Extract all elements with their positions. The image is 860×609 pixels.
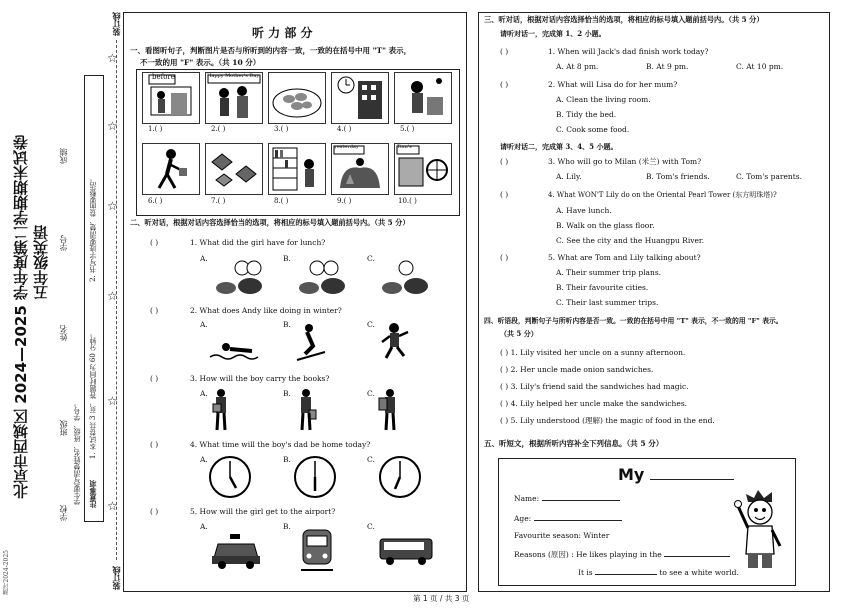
q4-item[interactable]: ( ) 2. Her uncle made onion sandwiches.: [500, 365, 654, 374]
answer-bracket[interactable]: 3.( ): [274, 125, 289, 133]
q3-bracket[interactable]: ( ): [500, 190, 509, 199]
lunch-option-a: [212, 258, 268, 300]
option-label: C.: [367, 254, 375, 263]
q3-option: B. Tidy the bed.: [556, 110, 617, 119]
binding-star-icon: ☆: [107, 289, 118, 303]
number-label: 学号: [59, 235, 68, 251]
age-blank[interactable]: [534, 512, 622, 521]
answer-bracket[interactable]: 7.( ): [211, 197, 226, 205]
train-option: [297, 528, 337, 572]
q3-option: A. Have lunch.: [556, 206, 612, 215]
q2-question: 4. What time will the boy's dad be home today?: [190, 440, 371, 449]
name-label: 姓名: [59, 325, 68, 341]
picture-label: Happy Mother's Day: [207, 73, 260, 79]
q4-instruction-2: （共 5 分）: [500, 329, 538, 338]
option-label: A.: [200, 455, 208, 464]
q4-item[interactable]: ( ) 1. Lily visited her uncle on a sunny afternoon.: [500, 348, 686, 357]
name-blank[interactable]: [542, 492, 620, 501]
card-title-blank[interactable]: [650, 467, 734, 480]
itis-blank[interactable]: [595, 566, 657, 575]
binding-top-label: 装订线: [111, 12, 121, 36]
swimming-option: [208, 335, 264, 365]
answer-bracket[interactable]: 10.( ): [398, 197, 417, 205]
q5-instruction: 五、听短文，根据所听内容补全下列信息。（共 5 分）: [484, 439, 664, 448]
card-reasons-label: Reasons (原因) : He likes playing in the: [514, 550, 662, 559]
card-itis-label: It is: [578, 568, 593, 577]
dialog2-instruction: 请听对话二，完成第 3、4、5 小题。: [500, 142, 618, 151]
q3-question: 1. When will Jack's dad finish work today?: [548, 47, 709, 56]
clock-option-b: [293, 455, 337, 499]
option-label: C.: [367, 522, 375, 531]
lunch-option-c: [378, 258, 434, 300]
q3-option: C. See the city and the Huangpu River.: [556, 236, 705, 245]
q3-bracket[interactable]: ( ): [500, 157, 509, 166]
picture-8: [268, 143, 326, 195]
clock-option-a: [208, 455, 252, 499]
q3-bracket[interactable]: ( ): [500, 253, 509, 262]
q4-instruction: 四、听语段，判断句子与所听内容是否一致。一致的在括号中用 "T" 表示，不一致的用 "F" 表示。: [484, 317, 783, 325]
notice-item: 1. 本试卷共 3 页，答题时间为 60 分钟。: [89, 330, 97, 460]
bus-option: [378, 535, 434, 567]
notice-header: 注意事项: [88, 480, 97, 508]
picture-label: yesterday: [334, 144, 359, 150]
card-name-label: Name:: [514, 494, 540, 503]
reasons-blank[interactable]: [664, 548, 730, 557]
option-label: B.: [283, 254, 291, 263]
lunch-option-b: [295, 258, 351, 300]
answer-bracket[interactable]: 5.( ): [400, 125, 415, 133]
corner-code: 测评2024-2025: [3, 550, 10, 595]
card-title: [618, 465, 734, 484]
picture-label: Tom's: [397, 144, 412, 150]
picture-9: [331, 143, 389, 195]
q2-question: 2. What does Andy like doing in winter?: [190, 306, 342, 315]
q2-question: 1. What did the girl have for lunch?: [190, 238, 326, 247]
card-title-text: My: [618, 465, 645, 484]
answer-bracket[interactable]: 4.( ): [337, 125, 352, 133]
picture-6: [142, 143, 200, 195]
carry-option-b: [295, 388, 317, 432]
q3-bracket[interactable]: ( ): [500, 80, 509, 89]
q3-option: A. At 8 pm.: [556, 62, 599, 71]
q2-bracket[interactable]: ( ): [150, 238, 159, 247]
answer-bracket[interactable]: 9.( ): [337, 197, 352, 205]
school-label: 学校: [59, 505, 68, 521]
q3-option: B. At 9 pm.: [646, 62, 689, 71]
answer-bracket[interactable]: 8.( ): [274, 197, 289, 205]
option-label: B.: [283, 320, 291, 329]
card-age-row: [514, 512, 622, 524]
skiing-option: [295, 322, 327, 364]
q3-question: 4. What WON'T Lily do on the Oriental Pearl Tower (东方明珠塔)?: [548, 191, 777, 199]
dialog1-instruction: 请听对话一，完成第 1、2 小题。: [500, 29, 606, 38]
picture-2: [205, 72, 263, 124]
card-itis-row: [578, 566, 739, 578]
q2-bracket[interactable]: ( ): [150, 374, 159, 383]
playing-option: [378, 322, 412, 362]
q3-option: B. Walk on the glass floor.: [556, 221, 655, 230]
picture-10: [394, 143, 452, 195]
q3-option: A. Their summer trip plans.: [556, 268, 662, 277]
option-label: C.: [367, 320, 375, 329]
q2-question: 3. How will the boy carry the books?: [190, 374, 330, 383]
q2-bracket[interactable]: ( ): [150, 507, 159, 516]
section-title: 听 力 部 分: [252, 26, 313, 40]
q3-question: 5. What are Tom and Lily talking about?: [548, 253, 701, 262]
picture-label: before: [152, 73, 175, 81]
q4-item[interactable]: ( ) 5. Lily understood (理解) the magic of food in the end.: [500, 416, 715, 425]
option-label: B.: [283, 389, 291, 398]
answer-bracket[interactable]: 2.( ): [211, 125, 226, 133]
binding-star-icon: ☆: [107, 119, 118, 133]
picture-5: [394, 72, 452, 124]
binding-bottom-label: 装订线: [111, 566, 121, 590]
q3-option: C. Tom's parents.: [736, 172, 802, 181]
q4-item[interactable]: ( ) 4. Lily helped her uncle make the sandwiches.: [500, 399, 688, 408]
q1-instruction: 一、看图听句子，判断图片是否与所听到的内容一致，一致的在括号中用 "T" 表示，: [130, 46, 412, 55]
q3-option: C. Cook some food.: [556, 125, 630, 134]
page-footer: 第 1 页 / 共 3 页: [413, 594, 470, 603]
q2-question: 5. How will the girl get to the airport?: [190, 507, 336, 516]
q3-option: A. Lily.: [556, 172, 582, 181]
option-label: B.: [283, 455, 291, 464]
exam-subtitle: 五年级英语: [32, 225, 50, 300]
picture-4: [331, 72, 389, 124]
q2-bracket[interactable]: ( ): [150, 440, 159, 449]
picture-7: [205, 143, 263, 195]
carry-option-a: [210, 388, 232, 432]
notice-item: 学生要写清楚姓名、班级、学号。: [73, 400, 81, 505]
q3-option: C. At 10 pm.: [736, 62, 784, 71]
q3-question: 3. Who will go to Milan (米兰) with Tom?: [548, 157, 702, 166]
q3-option: B. Their favourite cities.: [556, 283, 649, 292]
q1-instruction-2: 不一致的用 "F" 表示。（共 10 分）: [140, 58, 261, 67]
q2-instruction: 二、听对话，根据对话内容选择恰当的选项，将相应的标号填入题前括号内。（共 5 分）: [130, 218, 410, 227]
option-label: A.: [200, 320, 208, 329]
taxi-option: [210, 530, 262, 570]
option-label: C.: [367, 455, 375, 464]
q3-option: B. Tom's friends.: [646, 172, 710, 181]
binding-star-icon: ☆: [107, 51, 118, 65]
card-name-row: [514, 492, 620, 504]
class-label: 班级: [59, 420, 68, 436]
cartoon-boy-image: [734, 488, 788, 570]
option-label: C.: [367, 389, 375, 398]
q4-item[interactable]: ( ) 3. Lily's friend said the sandwiches had magic.: [500, 382, 689, 391]
option-label: A.: [200, 254, 208, 263]
card-season: Favourite season: Winter: [514, 531, 610, 540]
answer-bracket[interactable]: 1.( ): [148, 125, 163, 133]
q3-option: C. Their last summer trips.: [556, 298, 659, 307]
score-label: 成绩: [59, 148, 68, 164]
card-itis-end: to see a white world.: [659, 568, 739, 577]
binding-star-icon: ☆: [107, 499, 118, 513]
option-label: A.: [200, 522, 208, 531]
option-label: B.: [283, 522, 291, 531]
q3-bracket[interactable]: ( ): [500, 47, 509, 56]
clock-option-c: [378, 455, 422, 499]
q2-bracket[interactable]: ( ): [150, 306, 159, 315]
card-age-label: Age:: [514, 514, 532, 523]
exam-title: 北京市西城区 2024—2025 学年度第二学期期末试卷: [12, 135, 30, 499]
q3-option: A. Clean the living room.: [556, 95, 651, 104]
q3-question: 2. What will Lisa do for her mum?: [548, 80, 678, 89]
carry-option-c: [378, 388, 402, 432]
card-reasons-row: [514, 548, 730, 560]
binding-star-icon: ☆: [107, 394, 118, 408]
answer-bracket[interactable]: 6.( ): [148, 197, 163, 205]
option-label: A.: [200, 389, 208, 398]
notice-item: 2. 书写字迹要清楚、卷面要整洁。: [89, 175, 97, 282]
picture-3: [268, 72, 326, 124]
q3-instruction: 三、听对话，根据对话内容选择恰当的选项，将相应的标号填入题前括号内。（共 5 分）: [484, 15, 764, 24]
binding-star-icon: ☆: [107, 199, 118, 213]
